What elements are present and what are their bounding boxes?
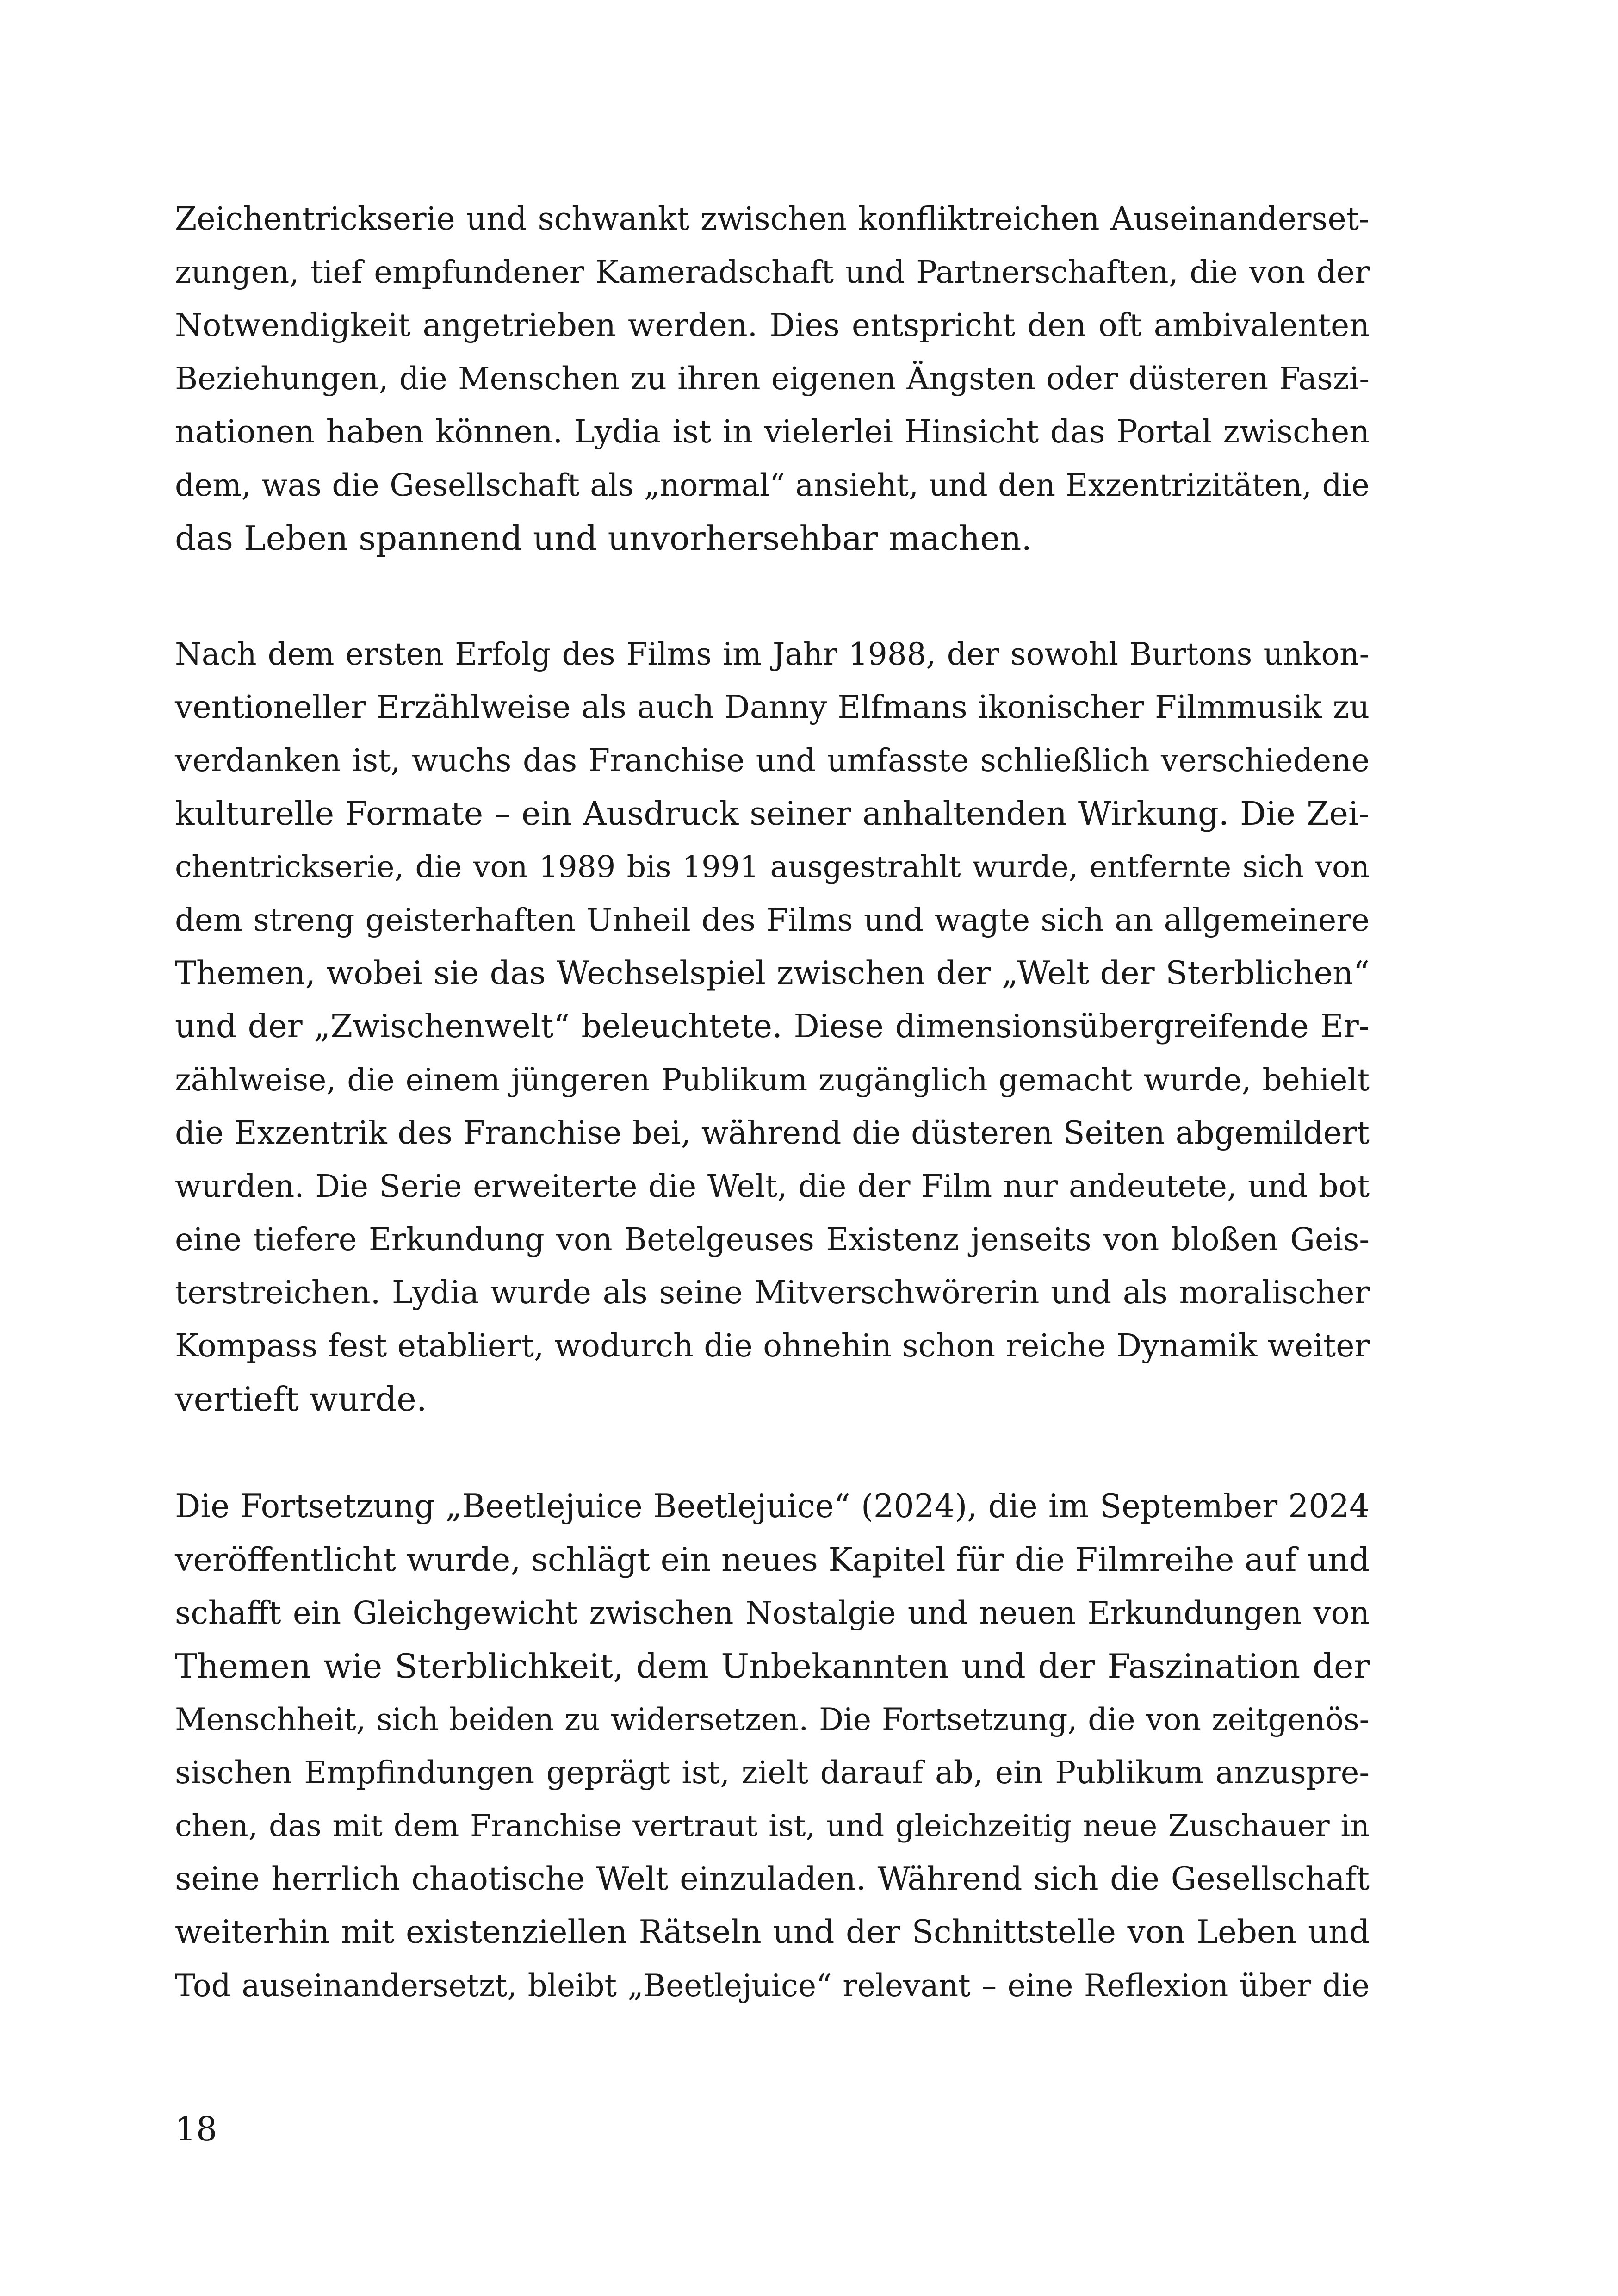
text-line: Kompass fest etabliert, wodurch die ohnehin schon reiche Dynamik weiter bbox=[175, 1328, 1370, 1364]
text-line: chen, das mit dem Franchise vertraut ist, und gleichzeitig neue Zuschauer in bbox=[175, 1809, 1370, 1843]
text-line: schafft ein Gleichgewicht zwischen Nostalgie und neuen Erkundungen von bbox=[175, 1595, 1370, 1631]
text-line: Themen wie Sterblichkeit, dem Unbekannten und der Faszination der bbox=[175, 1647, 1370, 1686]
text-line: Notwendigkeit angetrieben werden. Dies entspricht den oft ambivalenten bbox=[175, 307, 1370, 344]
text-line: zählweise, die einem jüngeren Publikum zugänglich gemacht wurde, behielt bbox=[175, 1062, 1370, 1098]
text-line: Menschheit, sich beiden zu widersetzen. Die Fortsetzung, die von zeitgenös- bbox=[175, 1702, 1370, 1737]
text-line: und der „Zwischenwelt“ beleuchtete. Diese dimensionsübergreifende Er- bbox=[175, 1008, 1370, 1045]
text-line: das Leben spannend und unvorhersehbar machen. bbox=[175, 519, 1032, 558]
text-line: verdanken ist, wuchs das Franchise und umfasste schließlich verschiedene bbox=[175, 742, 1370, 778]
text-line: Die Fortsetzung „Beetlejuice Beetlejuice“ (2024), die im September 2024 bbox=[175, 1488, 1370, 1525]
page-number: 18 bbox=[175, 2109, 217, 2148]
text-line: vertieft wurde. bbox=[175, 1380, 427, 1419]
paragraph-1 bbox=[175, 193, 1370, 565]
text-line: chentrickserie, die von 1989 bis 1991 ausgestrahlt wurde, entfernte sich von bbox=[175, 850, 1370, 884]
text-line: eine tiefere Erkundung von Betelgeuses Existenz jenseits von bloßen Geis- bbox=[175, 1221, 1370, 1257]
text-line: Beziehungen, die Menschen zu ihren eigenen Ängsten oder düsteren Faszi- bbox=[175, 361, 1370, 397]
text-line: Nach dem ersten Erfolg des Films im Jahr 1988, der sowohl Burtons unkon- bbox=[175, 636, 1370, 672]
text-line: dem, was die Gesellschaft als „normal“ ansieht, und den Exzentrizitäten, die bbox=[175, 467, 1370, 503]
text-line: ventioneller Erzählweise als auch Danny Elfmans ikonischer Filmmusik zu bbox=[175, 689, 1370, 726]
text-line: sischen Empfindungen geprägt ist, zielt darauf ab, ein Publikum anzuspre- bbox=[175, 1755, 1370, 1791]
text-line: seine herrlich chaotische Welt einzuladen. Während sich die Gesellschaft bbox=[175, 1860, 1370, 1898]
text-line: Tod auseinandersetzt, bleibt „Beetlejuice“ relevant – eine Reflexion über die bbox=[175, 1968, 1370, 2004]
text-line: Themen, wobei sie das Wechselspiel zwischen der „Welt der Sterblichen“ bbox=[175, 955, 1370, 992]
text-line: terstreichen. Lydia wurde als seine Mitverschwörerin und als moralischer bbox=[175, 1275, 1370, 1311]
paragraph-2 bbox=[175, 628, 1370, 1426]
paragraph-3 bbox=[175, 1480, 1370, 2012]
text-line: nationen haben können. Lydia ist in vielerlei Hinsicht das Portal zwischen bbox=[175, 414, 1370, 450]
text-line: veröffentlicht wurde, schlägt ein neues Kapitel für die Filmreihe auf und bbox=[175, 1541, 1370, 1579]
text-line: dem streng geisterhaften Unheil des Films und wagte sich an allgemeinere bbox=[175, 902, 1370, 938]
text-line: weiterhin mit existenziellen Rätseln und der Schnittstelle von Leben und bbox=[175, 1914, 1370, 1951]
text-line: die Exzentrik des Franchise bei, während die düsteren Seiten abgemildert bbox=[175, 1115, 1370, 1151]
text-line: zungen, tief empfundener Kameradschaft und Partnerschaften, die von der bbox=[175, 254, 1370, 290]
text-line: wurden. Die Serie erweiterte die Welt, die der Film nur andeutete, und bot bbox=[175, 1168, 1370, 1204]
text-line: kulturelle Formate – ein Ausdruck seiner anhaltenden Wirkung. Die Zei- bbox=[175, 795, 1370, 833]
text-line: Zeichentrickserie und schwankt zwischen konfliktreichen Auseinanderset- bbox=[175, 201, 1370, 237]
